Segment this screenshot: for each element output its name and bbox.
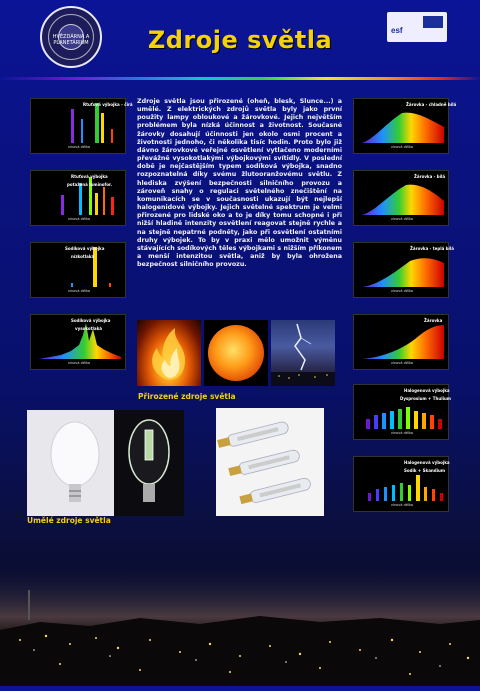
esf-logo-text: esf — [391, 26, 403, 35]
rainbow-divider — [0, 77, 480, 80]
spectrum-mercury-phosphor — [30, 170, 126, 226]
spectrum-label: Rtuťová výbojka — [71, 174, 108, 179]
sun-photo — [204, 320, 268, 386]
page-title: Zdroje světla — [147, 26, 333, 54]
spectrum-sublabel: nízkotlaká — [71, 254, 95, 259]
spectrum-bulb — [353, 314, 449, 370]
flame-icon — [137, 320, 201, 386]
frosted-bulb-icon — [27, 410, 124, 516]
tube-bulbs-icon — [216, 408, 324, 516]
sun-icon — [208, 325, 264, 381]
artificial-sources-heading: Umělé zdroje světla — [27, 516, 111, 525]
logo-text: HVĚZDÁRNA A PLANETÁRIUM — [52, 34, 90, 46]
lightning-icon — [271, 320, 335, 386]
spectrum-axis-label: vlnová délka — [67, 217, 91, 221]
natural-sources-heading: Přirozené zdroje světla — [138, 392, 236, 401]
spectrum-halogen-dy-tm — [353, 384, 449, 440]
spectrum-mercury-clear — [30, 98, 133, 154]
spectrum-sublabel: vysokotlaká — [75, 326, 102, 331]
spectrum-axis-label: vlnová délka — [67, 361, 91, 365]
spectrum-sublabel: Sodík + Skandium — [404, 468, 445, 473]
spectrum-bulb-cool-white — [353, 98, 457, 154]
fire-photo — [137, 320, 201, 386]
spectrum-halogen-na-sc — [353, 456, 449, 512]
spectrum-label: Sodíková výbojka — [65, 246, 105, 251]
spectrum-axis-label: vlnová délka — [67, 145, 91, 149]
spectrum-axis-label: vlnová délka — [67, 289, 91, 293]
lightning-photo — [271, 320, 335, 386]
frosted-lamp-photo — [27, 410, 124, 516]
clear-lamp-photo — [114, 410, 184, 516]
spectrum-label: Žárovka - bílá — [414, 174, 446, 179]
spectrum-axis-label: vlnová délka — [390, 503, 414, 507]
spectrum-label: Sodíková výbojka — [71, 318, 111, 323]
clear-bulb-icon — [114, 410, 184, 516]
spectrum-axis-label: vlnová délka — [390, 431, 414, 435]
spectrum-sodium-low — [30, 242, 126, 298]
spectrum-axis-label: vlnová délka — [390, 145, 414, 149]
spectrum-sublabel: potažená luminofor. — [67, 182, 112, 187]
spectrum-label: Rtuťová výbojka - čirá — [83, 102, 133, 107]
esf-eu-logo — [387, 12, 447, 42]
spectrum-label: Žárovka - chladně bílá — [406, 102, 457, 107]
spectrum-label: Halogenová výbojka — [404, 460, 450, 465]
body-text: Zdroje světla jsou přirozené (oheň, blesk, Slunce...) a umělé. Z elektrických zdrojů světla byly jako první použity lampy obloukové a žárovkové. Jejich největším problémem byla nízká účinnost a životnost. Současné žárovky dosahují účinnosti jen okolo osmi procent a životnosti jednoho, či několika tisíc hodin. Proto bylo již dávno žárovkové veřejné osvětlení vytlačeno moderními převážně vysokotlakými výbojkovými svítidly. V poslední době je nejčastějším typem sodíková výbojka, snadno rozpoznatelná díky svému žlutooranžovému světlu. Z hlediska zvýšení bezpečnosti silničního provozu a zároveň snahy o regulaci světelného znečištění na komunikacích se v současnosti ukazují být nejlepší halogenidové výbojky. Jejich světelné spektrum je velmi přirozené pro lidské oko a to je díky tomu schopné i při nižší hladině intenzity osvětlení reagovat stejně rychle a na stejně nepatrné podněty, jako při osvětlení ostatními druhy výbojek. To by v praxi mělo umožnit výměnu stávajících sodíkových těles výbojkami s nižším příkonem a menší intenzitou světla, aniž by byla ohrožena bezpečnost silničního provozu. — [137, 98, 342, 269]
spectrum-label: Halogenová výbojka — [404, 388, 450, 393]
eu-flag-icon — [423, 16, 443, 28]
tube-lamps-photo — [216, 408, 324, 516]
spectrum-bulb-warm-white — [353, 242, 454, 298]
spectrum-axis-label: vlnová délka — [390, 289, 414, 293]
night-city-photo — [0, 560, 480, 686]
spectrum-sodium-high — [30, 314, 126, 370]
city-skyline-icon — [0, 560, 480, 686]
spectrum-label: Žárovka — [424, 318, 443, 323]
spectrum-label: Žárovka - teplá bílá — [410, 246, 454, 251]
spectrum-axis-label: vlnová délka — [390, 361, 414, 365]
spectrum-axis-label: vlnová délka — [390, 217, 414, 221]
spectrum-sublabel: Dysprosium + Thulium — [400, 396, 451, 401]
spectrum-bulb-white — [353, 170, 449, 226]
